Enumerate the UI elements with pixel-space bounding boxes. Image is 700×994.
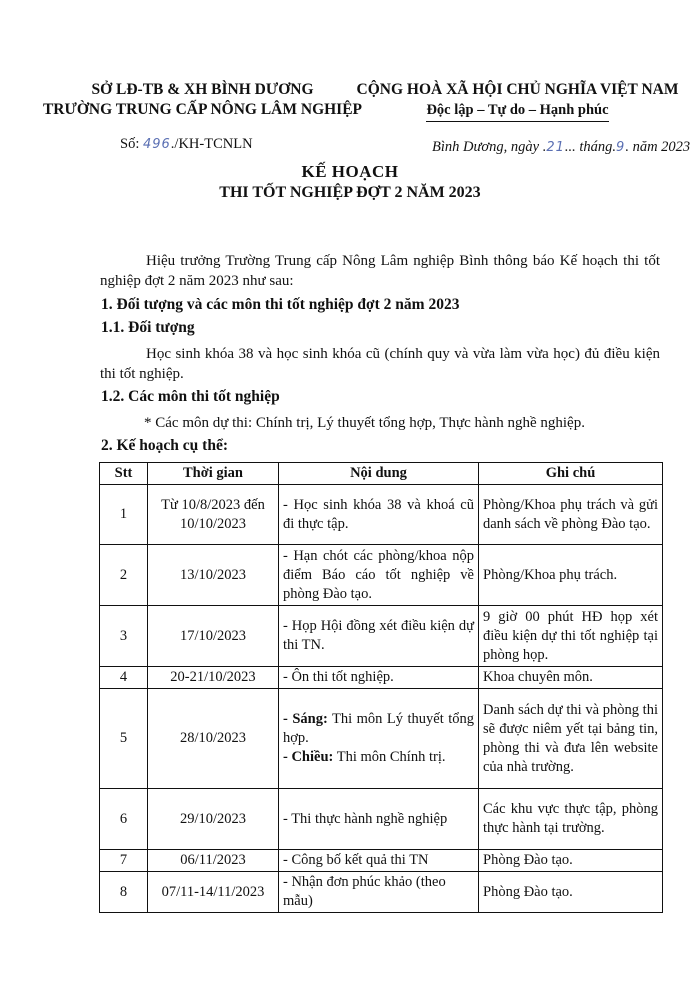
cell-note: Phòng Đào tạo. — [479, 872, 663, 913]
cell-content — [279, 689, 479, 789]
table-row — [100, 872, 663, 913]
cell-stt: 1 — [100, 485, 148, 545]
table-row — [100, 689, 663, 789]
header-note: Ghi chú — [479, 463, 663, 485]
intro-paragraph: Hiệu trưởng Trường Trung cấp Nông Lâm nghiệp Bình thông báo Kế hoạch thi tốt nghiệp đợt 2 năm 2023 như sau: — [100, 253, 660, 289]
document-subtitle: THI TỐT NGHIỆP ĐỢT 2 NĂM 2023 — [219, 184, 481, 201]
section-1-2-text: * Các môn dự thi: Chính trị, Lý thuyết tổng hợp, Thực hành nghề nghiệp. — [144, 415, 585, 431]
cell-note: Khoa chuyên môn. — [479, 667, 663, 689]
date-day: 21 — [546, 140, 565, 155]
cell-time: 29/10/2023 — [148, 789, 279, 850]
table-row — [100, 667, 663, 689]
cell-note: Danh sách dự thi và phòng thi sẽ được niêm yết tại bảng tin, phòng thi và đưa lên website của nhà trường. — [479, 689, 663, 789]
content-afternoon-label: - Chiều: — [283, 749, 334, 765]
table-header-row — [100, 463, 663, 485]
cell-time: 07/11-14/11/2023 — [148, 872, 279, 913]
cell-stt: 6 — [100, 789, 148, 850]
cell-content: - Công bố kết quả thi TN — [279, 850, 479, 872]
table-row — [100, 485, 663, 545]
cell-stt: 8 — [100, 872, 148, 913]
org-line-1: SỞ LĐ-TB & XH BÌNH DƯƠNG — [91, 81, 314, 98]
cell-note: 9 giờ 00 phút HĐ họp xét điều kiện dự thi tốt nghiệp tại phòng họp. — [479, 606, 663, 667]
motto: Độc lập – Tự do – Hạnh phúc — [426, 100, 608, 122]
section-1-2-heading: 1.2. Các môn thi tốt nghiệp — [101, 388, 280, 405]
section-1-1-heading: 1.1. Đối tượng — [101, 319, 195, 336]
org-header — [40, 80, 365, 120]
cell-content: - Thi thực hành nghề nghiệp — [279, 789, 479, 850]
plan-table — [99, 462, 663, 913]
cell-stt: 3 — [100, 606, 148, 667]
header-stt: Stt — [100, 463, 148, 485]
header-content: Nội dung — [279, 463, 479, 485]
cell-time: 20-21/10/2023 — [148, 667, 279, 689]
cell-content: - Học sinh khóa 38 và khoá cũ đi thực tập. — [279, 485, 479, 545]
table-row — [100, 545, 663, 606]
date-month: 9 — [616, 140, 626, 155]
table-row — [100, 789, 663, 850]
section-1-1-text: Học sinh khóa 38 và học sinh khóa cũ (chính quy và vừa làm vừa học) đủ điều kiện thi tốt nghiệp. — [100, 346, 660, 382]
content-afternoon: Thi môn Chính trị. — [333, 749, 446, 765]
country-header — [345, 80, 690, 122]
cell-content: - Nhận đơn phúc khảo (theo mẫu) — [279, 872, 479, 913]
section-2-heading: 2. Kế hoạch cụ thể: — [101, 437, 229, 454]
cell-stt: 4 — [100, 667, 148, 689]
cell-time: 28/10/2023 — [148, 689, 279, 789]
document-title: KẾ HOẠCH — [301, 162, 399, 181]
cell-time: Từ 10/8/2023 đến 10/10/2023 — [148, 485, 279, 545]
country-line-1: CỘNG HOÀ XÃ HỘI CHỦ NGHĨA VIỆT NAM — [356, 81, 679, 98]
doc-number-suffix: /KH-TCNLN — [174, 136, 253, 152]
date-place: Bình Dương, ngày — [432, 139, 540, 155]
document-number: Số: 496./KH-TCNLN — [120, 136, 253, 152]
cell-time: 06/11/2023 — [148, 850, 279, 872]
table-row — [100, 606, 663, 667]
table-row — [100, 850, 663, 872]
cell-content: - Ôn thi tốt nghiệp. — [279, 667, 479, 689]
cell-stt: 7 — [100, 850, 148, 872]
cell-note: Phòng/Khoa phụ trách. — [479, 545, 663, 606]
cell-content: - Hạn chót các phòng/khoa nộp điểm Báo cáo tốt nghiệp về phòng Đào tạo. — [279, 545, 479, 606]
org-line-2: TRƯỜNG TRUNG CẤP NÔNG LÂM NGHIỆP — [42, 101, 363, 118]
doc-number-handwritten: 496 — [142, 137, 171, 152]
header-time: Thời gian — [148, 463, 279, 485]
cell-stt: 5 — [100, 689, 148, 789]
cell-time: 13/10/2023 — [148, 545, 279, 606]
cell-stt: 2 — [100, 545, 148, 606]
doc-number-prefix: Số: — [120, 136, 140, 152]
cell-time: 17/10/2023 — [148, 606, 279, 667]
cell-note: Các khu vực thực tập, phòng thực hành tại trường. — [479, 789, 663, 850]
cell-content: - Họp Hội đồng xét điều kiện dự thi TN. — [279, 606, 479, 667]
cell-note: Phòng/Khoa phụ trách và gửi danh sách về phòng Đào tạo. — [479, 485, 663, 545]
content-morning-label: - Sáng: — [283, 711, 328, 727]
date-month-label: tháng — [579, 139, 613, 155]
document-date: Bình Dương, ngày .21... tháng.9. năm 2023 — [432, 139, 691, 155]
date-year: năm 2023 — [632, 139, 691, 155]
content-morning: Thi môn Lý thuyết tổng hợp. — [283, 711, 474, 746]
cell-note: Phòng Đào tạo. — [479, 850, 663, 872]
section-1-heading: 1. Đối tượng và các môn thi tốt nghiệp đợt 2 năm 2023 — [101, 296, 460, 313]
